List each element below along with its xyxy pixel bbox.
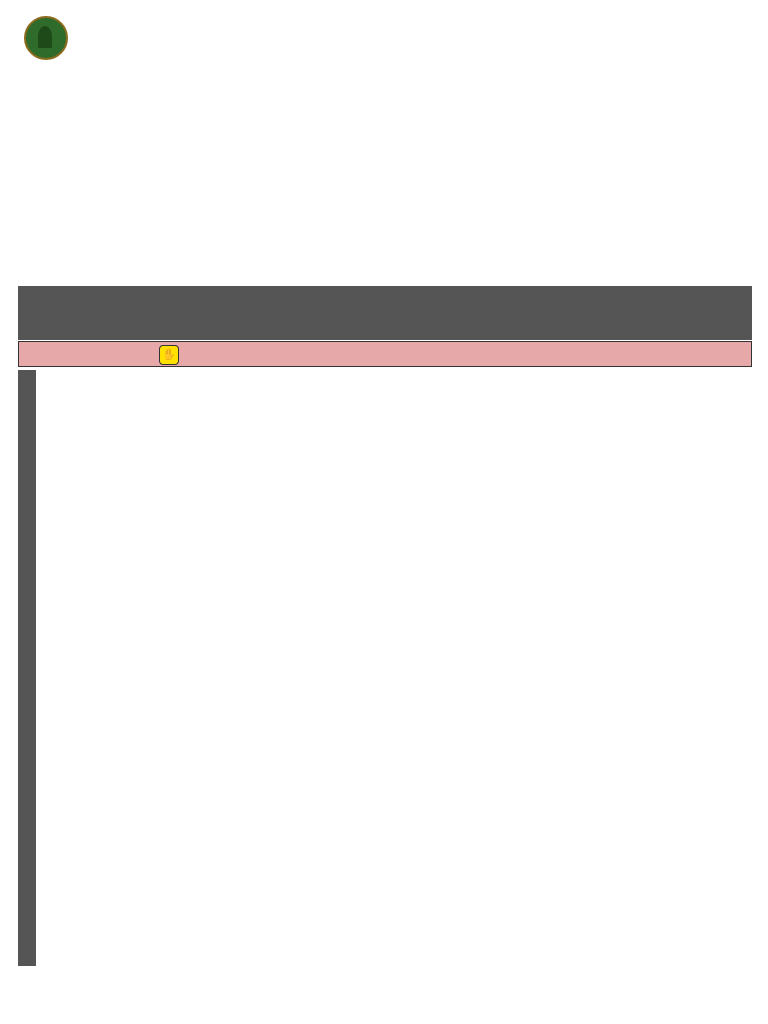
county-seal-icon (24, 16, 68, 60)
header (18, 14, 752, 58)
medications-label-text (19, 619, 37, 699)
base-station-bar (18, 286, 752, 340)
hand-icon: ✋ (159, 345, 179, 365)
medications-section-label (18, 370, 36, 966)
base-hospital-notice (18, 341, 752, 367)
